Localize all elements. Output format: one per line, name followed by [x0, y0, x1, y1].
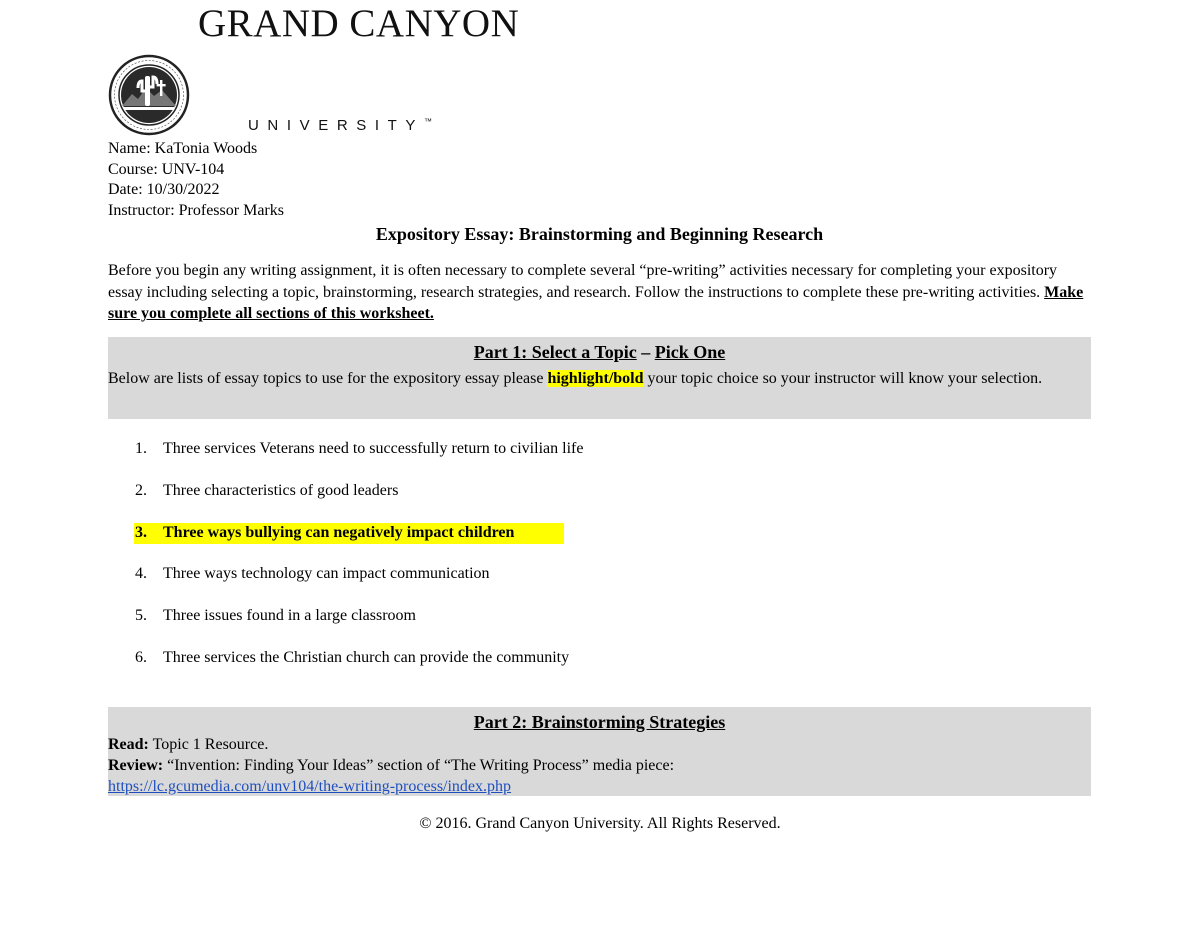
topic-text: Three characteristics of good leaders — [163, 482, 399, 499]
read-label: Read: — [108, 736, 149, 753]
topic-text: Three services the Christian church can provide the community — [163, 649, 570, 666]
read-line: Read: Topic 1 Resource. — [108, 736, 269, 753]
course: Course: UNV-104 — [108, 160, 225, 178]
logo-subtitle: UNIVERSITY™ — [248, 117, 433, 134]
writing-process-link[interactable]: https://lc.gcumedia.com/unv104/the-writing-process/index.php — [108, 778, 512, 795]
copyright-footer: © 2016. Grand Canyon University. All Rights Reserved. — [419, 815, 781, 832]
topic-text: Three issues found in a large classroom — [163, 607, 416, 624]
topic-number: 3. — [135, 524, 147, 541]
student-info — [108, 139, 284, 222]
part1-heading-title: Part 1: Select a Topic — [473, 342, 637, 362]
worksheet-title: Expository Essay: Brainstorming and Beginning Research — [375, 224, 824, 244]
topic-text: Three ways technology can impact communication — [163, 565, 490, 582]
topic-number: 2. — [135, 482, 147, 499]
review-line: Review: “Invention: Finding Your Ideas” section of “The Writing Process” media piece: — [108, 757, 675, 774]
part1-instructions: Below are lists of essay topics to use for the expository essay please highlight/bold your topic choice so your instructor will know your selection. — [108, 370, 1043, 387]
topic-number: 4. — [135, 565, 147, 582]
logo-wordmark: GRAND CANYON — [198, 2, 520, 45]
intro-paragraph — [108, 260, 1091, 325]
part1-heading-separator: – — [636, 342, 655, 362]
intro-text: Before you begin any writing assignment, it is often necessary to complete several “pre-writing” activities necessary for completing your expository essay including selecting a topic, brainstorming, research strategies, and research. Follow the instructions to complete these pre-writing activities. — [108, 262, 1058, 301]
part1-heading — [108, 337, 1091, 363]
university-seal-icon — [108, 54, 190, 136]
part1-heading-subtitle: Pick One — [654, 342, 726, 362]
part2-content — [108, 734, 1091, 797]
date: Date: 10/30/2022 — [108, 181, 220, 199]
part1-section — [108, 337, 1091, 419]
topic-number: 6. — [135, 649, 147, 666]
student-name: Name: KaTonia Woods — [108, 140, 258, 157]
instructor: Instructor: Professor Marks — [108, 202, 284, 220]
intro-emphasis: Make sure you complete all sections of this worksheet. — [108, 283, 1084, 322]
trademark-symbol: ™ — [424, 117, 433, 126]
review-label: Review: — [108, 757, 164, 774]
topic-number: 5. — [135, 607, 147, 624]
part2-heading: Part 2: Brainstorming Strategies — [473, 712, 726, 732]
topic-number: 1. — [135, 440, 147, 457]
highlight-text: highlight/bold — [547, 370, 644, 387]
topic-text: Three ways bullying can negatively impact children — [163, 524, 515, 541]
gcu-logo — [108, 2, 520, 138]
part2-section — [108, 707, 1091, 796]
topic-text: Three services Veterans need to successfully return to civilian life — [163, 440, 584, 457]
